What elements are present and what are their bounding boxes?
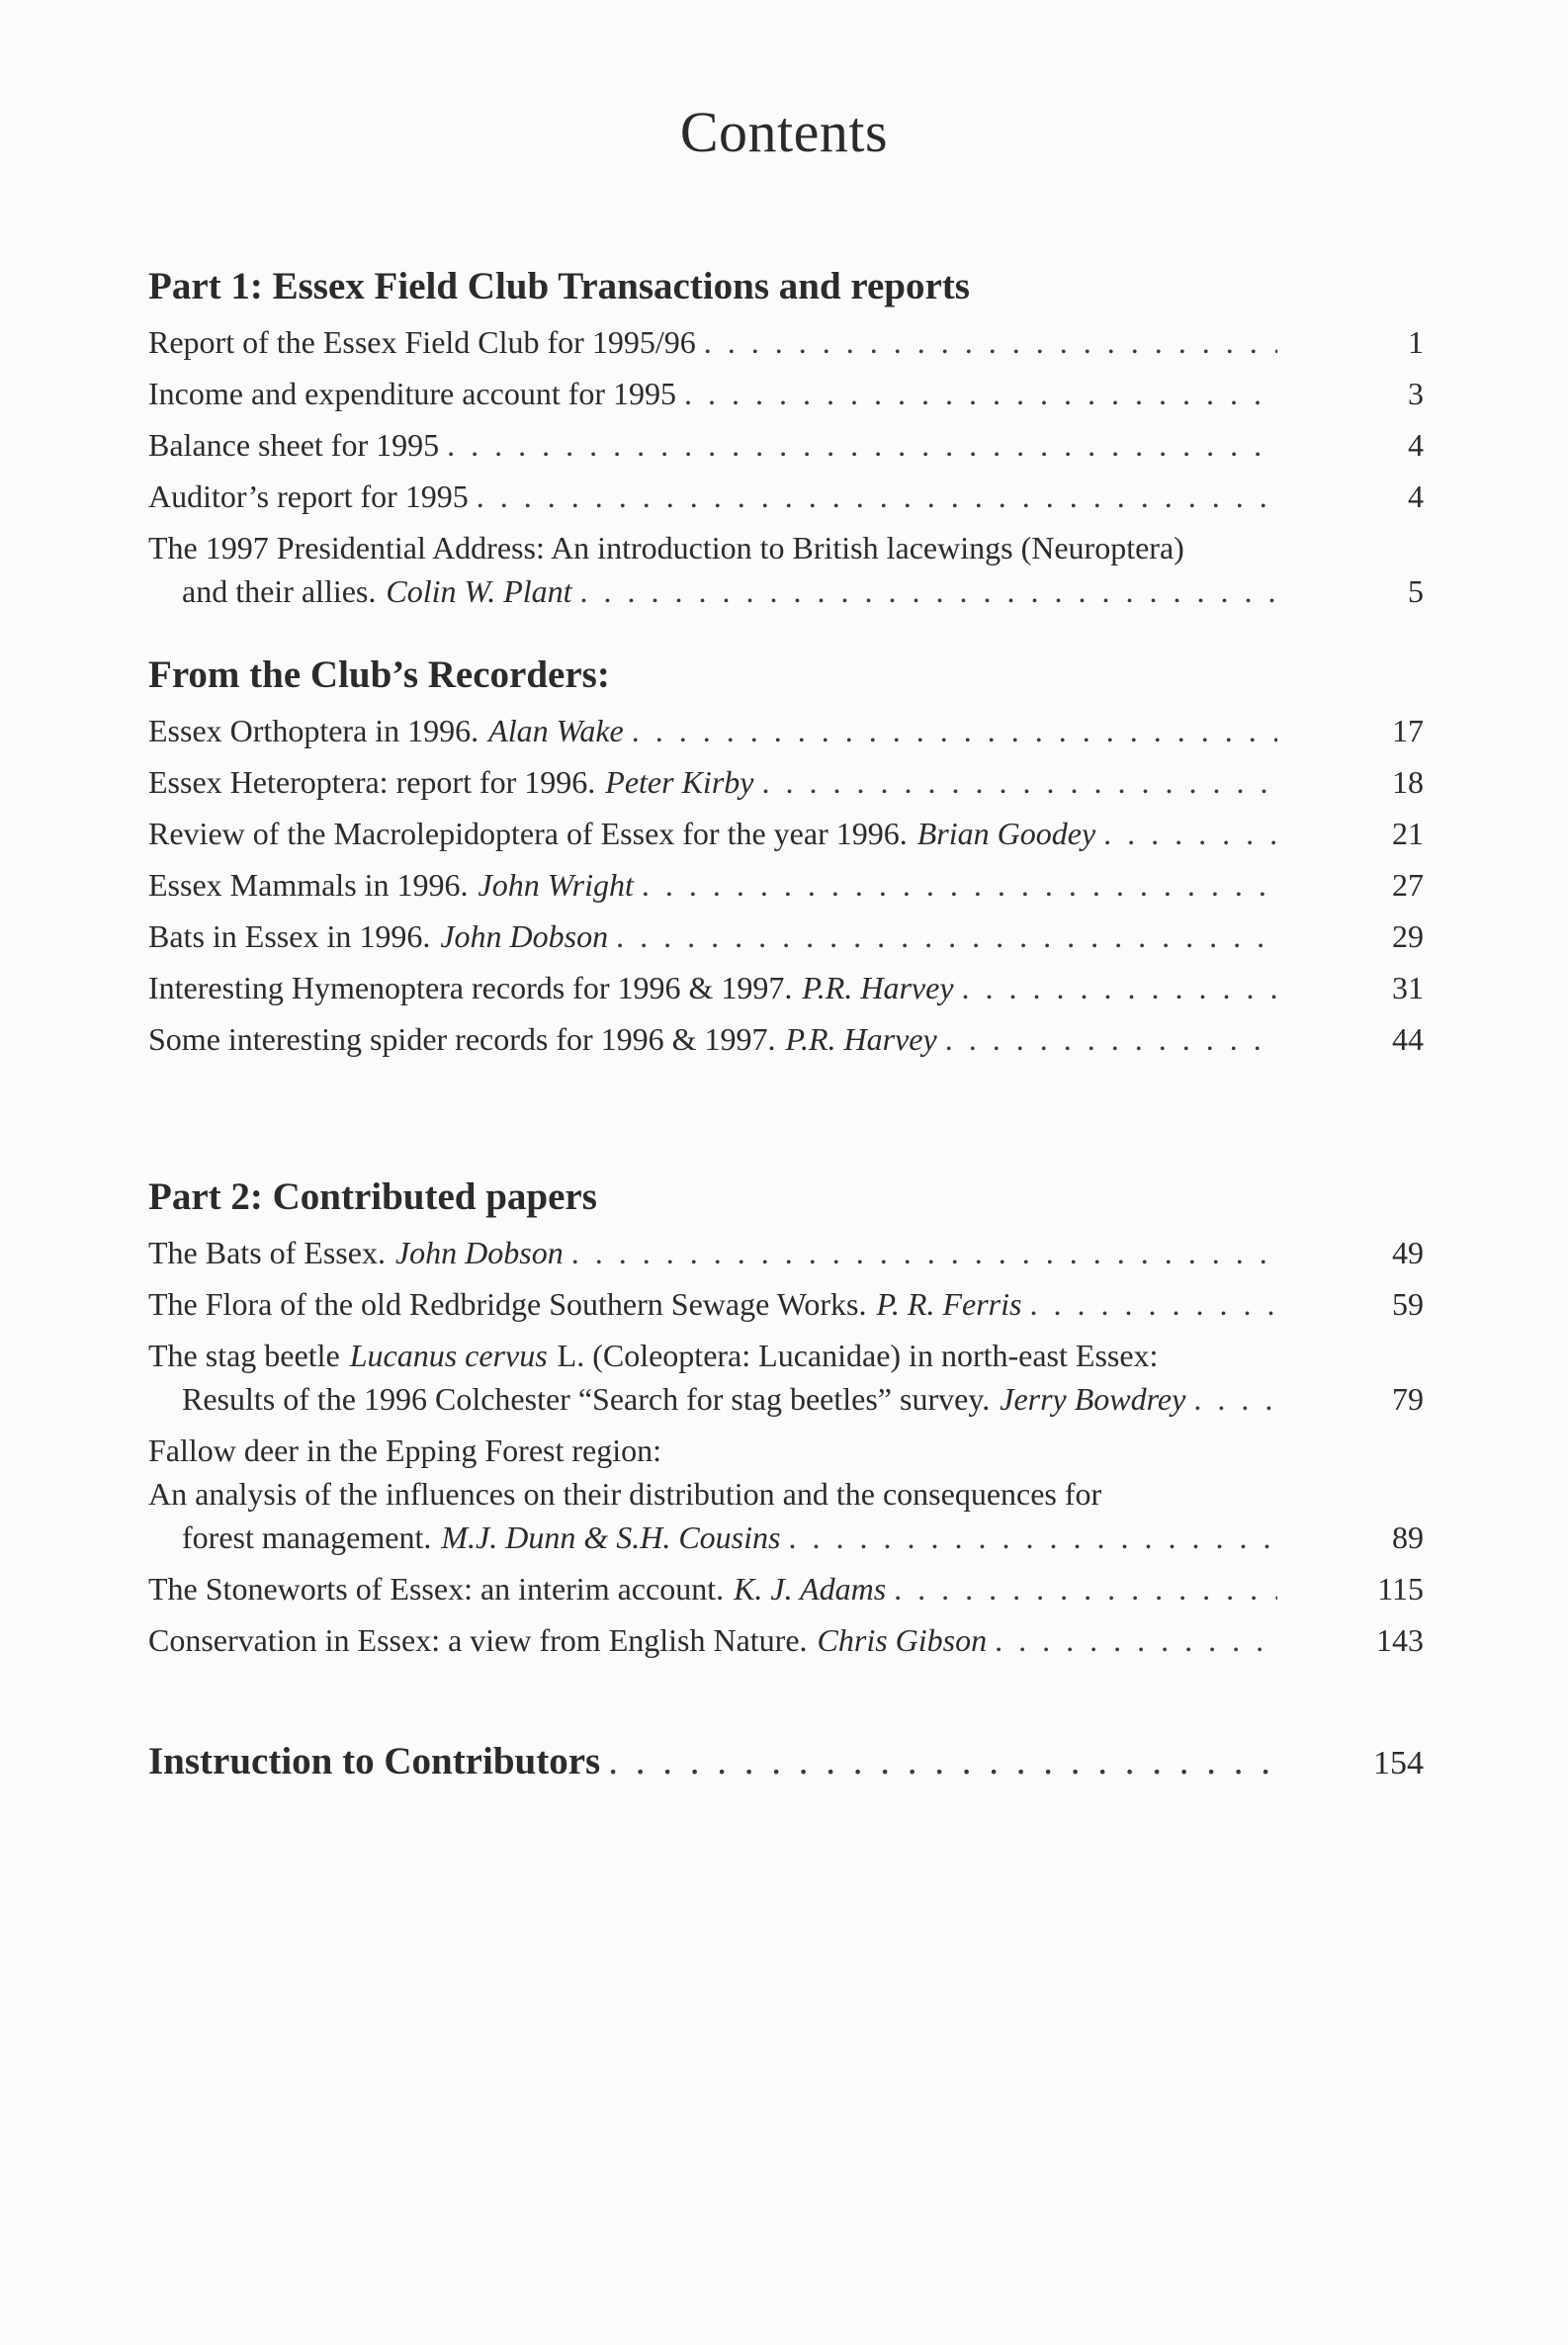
page-number: 143 (1376, 1622, 1424, 1658)
dot-leader (684, 372, 1277, 415)
toc-entry[interactable] (148, 1567, 1424, 1610)
entry-title: Some interesting spider records for 1996 & 1997. (148, 1021, 776, 1057)
page-number: 5 (1408, 573, 1424, 609)
dot-leader (788, 1516, 1277, 1559)
toc-entry[interactable] (148, 1618, 1424, 1662)
entry-title: The 1997 Presidential Address: An introduction to British lacewings (Neuroptera) (148, 530, 1184, 565)
toc-entry[interactable] (148, 863, 1424, 907)
entry-author: Colin W. Plant (386, 573, 572, 609)
entry-author: M.J. Dunn & S.H. Cousins (441, 1520, 781, 1555)
toc-entry[interactable] (148, 760, 1424, 804)
entry-author: P. R. Ferris (876, 1286, 1022, 1322)
dot-leader (945, 1017, 1277, 1061)
entry-title: Bats in Essex in 1996. (148, 918, 431, 954)
entry-title: Essex Mammals in 1996. (148, 867, 469, 903)
dot-leader (995, 1618, 1277, 1662)
entry-title: Report of the Essex Field Club for 1995/96 (148, 324, 696, 360)
toc-entry[interactable] (148, 372, 1424, 415)
page-number: 1 (1408, 324, 1424, 360)
entry-author: P.R. Harvey (785, 1021, 937, 1057)
recorders-section (148, 648, 1424, 1069)
entry-title: The Flora of the old Redbridge Southern Sewage Works. (148, 1286, 867, 1322)
entry-title-cont: Results of the 1996 Colchester “Search for stag beetles” survey. (182, 1381, 991, 1417)
entry-title-cont: and their allies. (182, 573, 377, 609)
toc-entry[interactable] (148, 1429, 1424, 1559)
entry-author: Peter Kirby (605, 764, 754, 800)
toc-entry[interactable] (148, 709, 1424, 752)
dot-leader (642, 863, 1277, 907)
toc-entry[interactable] (148, 1231, 1424, 1274)
entry-title: The Bats of Essex. (148, 1235, 386, 1270)
dot-leader (608, 1734, 1277, 1789)
page-number: 44 (1392, 1021, 1424, 1057)
entry-title: Auditor’s report for 1995 (148, 478, 469, 514)
page-number: 4 (1408, 478, 1424, 514)
entry-author: Brian Goodey (916, 816, 1096, 851)
page-number: 17 (1392, 713, 1424, 748)
part2-section (148, 1170, 1424, 1670)
part2-heading: Part 2: Contributed papers (148, 1175, 597, 1218)
part1-heading: Part 1: Essex Field Club Transactions and reports (148, 265, 970, 307)
toc-entry[interactable] (148, 320, 1424, 364)
page-number: 154 (1373, 1745, 1424, 1781)
entry-author: P.R. Harvey (802, 970, 954, 1005)
toc-entry[interactable] (148, 914, 1424, 958)
entry-author: K. J. Adams (734, 1571, 887, 1607)
page-title: Contents (679, 100, 889, 164)
dot-leader (616, 914, 1277, 958)
dot-leader (447, 423, 1277, 467)
page-number: 31 (1392, 970, 1424, 1005)
toc-entry[interactable] (148, 423, 1424, 467)
page-number: 115 (1377, 1571, 1424, 1607)
toc-entry[interactable] (148, 1017, 1424, 1061)
entry-title: Fallow deer in the Epping Forest region: (148, 1433, 662, 1468)
page-number: 79 (1392, 1381, 1424, 1417)
entry-author: John Dobson (440, 918, 609, 954)
entry-author: Jerry Bowdrey (1000, 1381, 1186, 1417)
entry-title: Income and expenditure account for 1995 (148, 376, 677, 411)
dot-leader (962, 966, 1277, 1009)
entry-title: Essex Orthoptera in 1996. (148, 713, 479, 748)
toc-entry[interactable] (148, 1734, 1424, 1791)
dot-leader (1029, 1282, 1277, 1326)
species-name: Lucanus cervus (349, 1338, 548, 1373)
entry-title: Interesting Hymenoptera records for 1996 & 1997. (148, 970, 793, 1005)
entry-title: Essex Heteroptera: report for 1996. (148, 764, 596, 800)
toc-entry[interactable] (148, 812, 1424, 855)
entry-title: The stag beetle (148, 1338, 340, 1373)
toc-entry[interactable] (148, 475, 1424, 518)
page-number: 29 (1392, 918, 1424, 954)
dot-leader (571, 1231, 1277, 1274)
dot-leader (1193, 1377, 1277, 1421)
dot-leader (1103, 812, 1277, 855)
toc-entry[interactable] (148, 1334, 1424, 1421)
part1-section (148, 259, 1424, 621)
dot-leader (632, 709, 1277, 752)
entry-title-cont: forest management. (182, 1520, 432, 1555)
dot-leader (477, 475, 1277, 518)
entry-author: John Dobson (394, 1235, 564, 1270)
toc-entry[interactable] (148, 1282, 1424, 1326)
dot-leader (761, 760, 1277, 804)
entry-title-rest: L. (Coleoptera: Lucanidae) in north-east Essex: (557, 1338, 1159, 1373)
page-number: 21 (1392, 816, 1424, 851)
entry-author: Alan Wake (488, 713, 624, 748)
entry-title: The Stoneworts of Essex: an interim account. (148, 1571, 725, 1607)
toc-entry[interactable] (148, 526, 1424, 613)
page-number: 49 (1392, 1235, 1424, 1270)
page-number: 18 (1392, 764, 1424, 800)
recorders-heading: From the Club’s Recorders: (148, 653, 610, 696)
entry-title: Instruction to Contributors (148, 1740, 601, 1782)
entry-title: Review of the Macrolepidoptera of Essex for the year 1996. (148, 816, 908, 851)
dot-leader (580, 569, 1277, 613)
entry-author: John Wright (478, 867, 634, 903)
page-number: 4 (1408, 427, 1424, 463)
page-number: 89 (1392, 1520, 1424, 1555)
toc-entry[interactable] (148, 966, 1424, 1009)
page-number: 59 (1392, 1286, 1424, 1322)
page-number: 27 (1392, 867, 1424, 903)
entry-title: Conservation in Essex: a view from English Nature. (148, 1622, 808, 1658)
entry-author: Chris Gibson (817, 1622, 988, 1658)
dot-leader (704, 320, 1277, 364)
instructions-section (148, 1734, 1424, 1799)
entry-title-cont: An analysis of the influences on their distribution and the consequences for (148, 1476, 1102, 1512)
entry-title: Balance sheet for 1995 (148, 427, 440, 463)
dot-leader (894, 1567, 1277, 1610)
page-number: 3 (1408, 376, 1424, 411)
